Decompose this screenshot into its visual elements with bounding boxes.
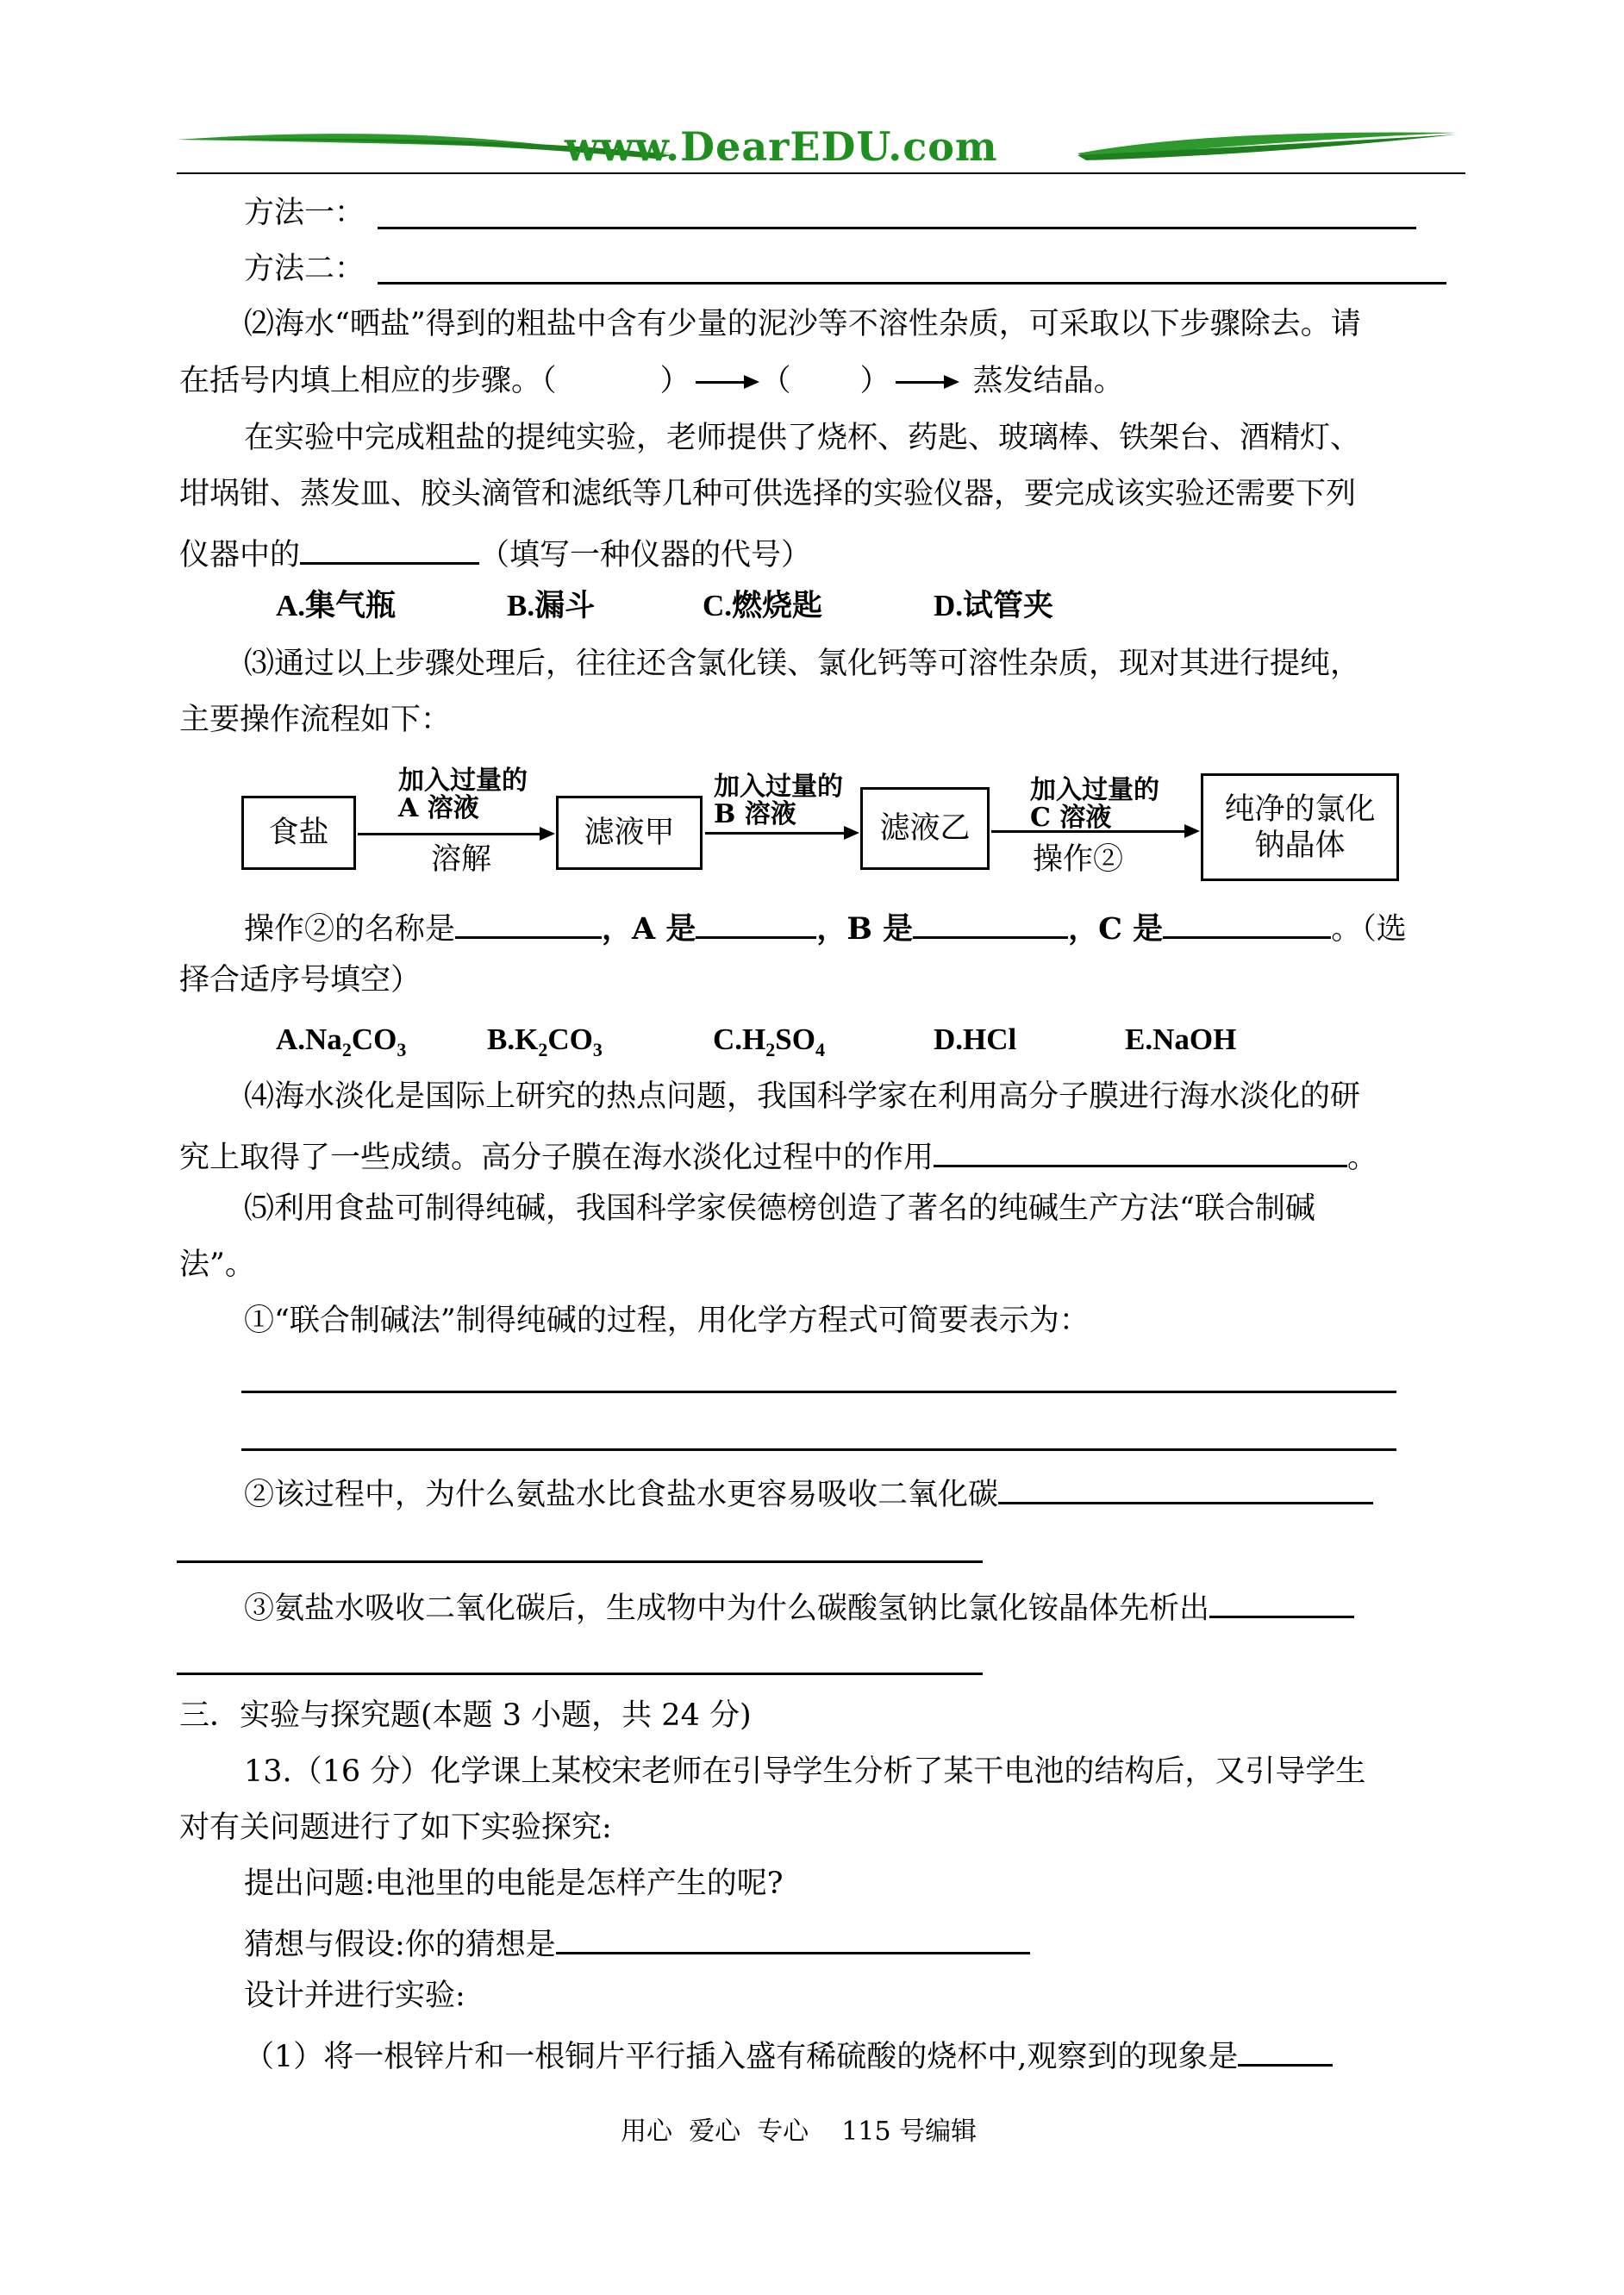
flow-arrow-3-bottom: 操作② xyxy=(1033,842,1124,877)
method-1-label: 方法一： xyxy=(244,196,365,230)
q5-line1: ⑸利用食盐可制得纯碱，我国科学家侯德榜创造了著名的纯碱生产方法“联合制碱 xyxy=(244,1191,1315,1226)
co2-absorb-blank[interactable] xyxy=(998,1471,1373,1504)
q2-option-b: B.漏斗 xyxy=(507,589,596,622)
q3-option-c: $C.H_2SO_4$ xyxy=(713,1022,825,1060)
q3-line2: 主要操作流程如下： xyxy=(179,703,452,737)
flow-arrow-1-bottom: 溶解 xyxy=(431,842,492,877)
flow-arrow-1 xyxy=(358,833,552,835)
membrane-role-blank[interactable] xyxy=(934,1134,1347,1167)
q2-line1: ⑵海水“晒盐”得到的粗盐中含有少量的泥沙等不溶性杂质，可采取以下步骤除去。请 xyxy=(244,307,1361,341)
a-blank[interactable] xyxy=(696,905,816,939)
crystal-blank-2[interactable] xyxy=(177,1673,983,1675)
q5-sub2: ②该过程中，为什么氨盐水比食盐水更容易吸收二氧化碳 xyxy=(244,1471,1373,1514)
b-blank[interactable] xyxy=(913,905,1068,939)
q2-para2-line3: 仪器中的 （填写一种仪器的代号） xyxy=(179,531,811,574)
q3-option-d: D.HCl xyxy=(934,1022,1017,1056)
q3-fill-line2: 择合适序号填空） xyxy=(179,963,422,997)
q5-sub1: ①“联合制碱法”制得纯碱的过程，用化学方程式可简要表示为： xyxy=(244,1304,1090,1338)
c-blank[interactable] xyxy=(1163,905,1331,939)
q3-line1: ⑶通过以上步骤处理后，往往还含氯化镁、氯化钙等可溶性杂质，现对其进行提纯， xyxy=(244,647,1361,681)
q2-option-d: D.试管夹 xyxy=(934,589,1054,622)
method-2-blank[interactable] xyxy=(378,282,1446,285)
q13-step1: （1）将一根锌片和一根铜片平行插入盛有稀硫酸的烧杯中,观察到的现象是 xyxy=(244,2033,1333,2076)
phenomenon-blank[interactable] xyxy=(1238,2033,1333,2067)
crystal-blank[interactable] xyxy=(1209,1585,1354,1618)
flow-arrow-2 xyxy=(705,832,856,835)
method-1-blank[interactable] xyxy=(378,227,1416,229)
q3-fill-line: 操作②的名称是 ，A 是 ，B 是 ，C 是 。（选 xyxy=(244,905,1407,948)
flow-arrow-2-top: 加入过量的 B 溶液 xyxy=(714,772,843,829)
method-2-label: 方法二： xyxy=(244,252,365,286)
q13-design: 设计并进行实验: xyxy=(244,1979,465,2013)
q13-line1: 13.（16 分）化学课上某校宋老师在引导学生分析了某干电池的结构后，又引导学生 xyxy=(244,1754,1366,1789)
flow-box-pure-nacl: 纯净的氯化钠晶体 xyxy=(1201,773,1399,881)
operation2-blank[interactable] xyxy=(455,905,602,939)
flow-arrow-3-top: 加入过量的 C 溶液 xyxy=(1030,775,1159,833)
flow-box-salt: 食盐 xyxy=(241,796,356,870)
q3-option-e: E.NaOH xyxy=(1125,1022,1237,1056)
q13-guess: 猜想与假设:你的猜想是 xyxy=(244,1921,1030,1964)
q2-line2: 在括号内填上相应的步骤。（ ） （ ） 蒸发结晶。 xyxy=(179,364,1124,398)
q13-question: 提出问题:电池里的电能是怎样产生的呢? xyxy=(244,1867,784,1901)
q2-option-c: C.燃烧匙 xyxy=(703,589,823,622)
q2-para2-line1: 在实验中完成粗盐的提纯实验，老师提供了烧杯、药匙、玻璃棒、铁架台、酒精灯、 xyxy=(244,421,1361,455)
q3-option-a: $A.Na_2CO_3$ xyxy=(276,1022,407,1060)
equation-blank-2[interactable] xyxy=(241,1448,1396,1451)
arrow-icon xyxy=(896,381,956,384)
page-footer: 用心 爱心 专心 115 号编辑 xyxy=(621,2117,978,2147)
guess-blank[interactable] xyxy=(556,1921,1030,1954)
q5-sub3: ③氨盐水吸收二氧化碳后，生成物中为什么碳酸氢钠比氯化铵晶体先析出 xyxy=(244,1585,1354,1628)
q4-line2: 究上取得了一些成绩。高分子膜在海水淡化过程中的作用 。 xyxy=(179,1134,1377,1177)
section3-title: 三．实验与探究题(本题 3 小题，共 24 分) xyxy=(179,1698,752,1733)
instrument-blank[interactable] xyxy=(300,531,479,565)
flow-box-filtrate-b: 滤液乙 xyxy=(860,787,990,870)
arrow-icon xyxy=(696,381,756,384)
q2-para2-line2: 坩埚钳、蒸发皿、胶头滴管和滤纸等几种可供选择的实验仪器，要完成该实验还需要下列 xyxy=(179,477,1357,511)
header-rule xyxy=(177,172,1465,174)
flow-box-filtrate-a: 滤液甲 xyxy=(556,796,703,870)
co2-absorb-blank-2[interactable] xyxy=(177,1560,983,1563)
flow-arrow-1-top: 加入过量的 A 溶液 xyxy=(398,766,528,823)
q2-option-a: A.集气瓶 xyxy=(276,589,397,622)
site-logo-text: www.DearEDU.com xyxy=(565,123,998,170)
equation-blank-1[interactable] xyxy=(241,1391,1396,1393)
q13-line2: 对有关问题进行了如下实验探究: xyxy=(179,1810,612,1845)
q5-line2: 法”。 xyxy=(179,1248,255,1282)
q4-line1: ⑷海水淡化是国际上研究的热点问题，我国科学家在利用高分子膜进行海水淡化的研 xyxy=(244,1079,1361,1114)
q3-option-b: $B.K_2CO_3$ xyxy=(487,1022,603,1060)
